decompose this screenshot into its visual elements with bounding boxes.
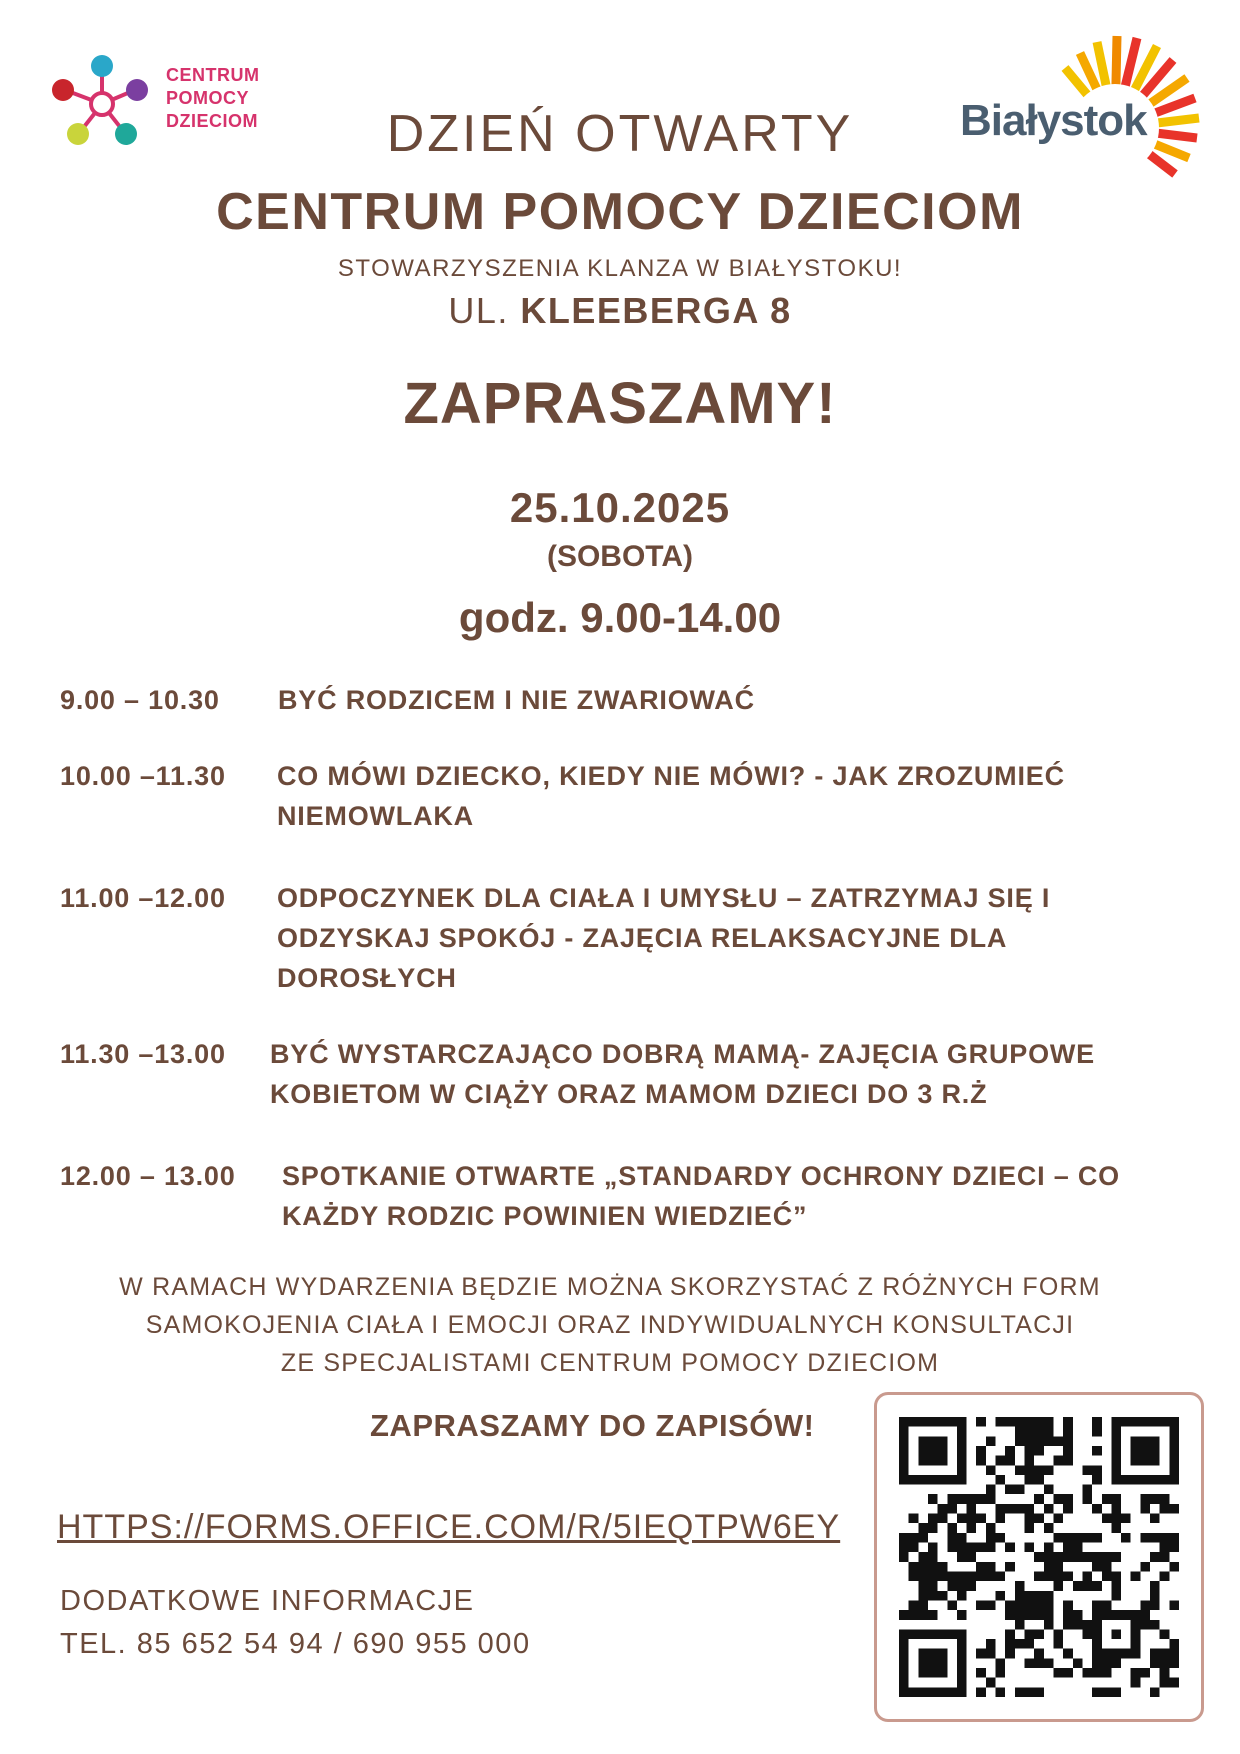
- schedule-title: ODPOCZYNEK DLA CIAŁA I UMYSŁU – ZATRZYMAJ SIĘ I ODZYSKAJ SPOKÓJ - ZAJĘCIA RELAKSACYJNE DLA DOROSŁYCH: [277, 883, 1051, 993]
- schedule-title: SPOTKANIE OTWARTE „STANDARDY OCHRONY DZIECI – CO KAŻDY RODZIC POWINIEN WIEDZIEĆ”: [282, 1161, 1120, 1231]
- event-date: 25.10.2025: [509, 484, 731, 531]
- invite-heading: ZAPRASZAMY!: [403, 371, 837, 436]
- logo-text-line: DZIECIOM: [166, 111, 258, 131]
- schedule-time: 11.30 –13.00: [60, 1039, 226, 1069]
- logo-text-line: CENTRUM: [166, 65, 260, 85]
- qr-code[interactable]: [899, 1417, 1179, 1697]
- footer-note-line: ZE SPECJALISTAMI CENTRUM POMOCY DZIECIOM: [280, 1349, 940, 1377]
- footer-note: [0, 1268, 1220, 1382]
- event-hours: godz. 9.00-14.00: [458, 594, 782, 641]
- address-prefix: UL.: [448, 290, 509, 331]
- schedule-time: 9.00 – 10.30: [60, 685, 220, 715]
- address: [0, 290, 1240, 332]
- association-name: STOWARZYSZENIA KLANZA W BIAŁYSTOKU!: [337, 255, 903, 282]
- schedule-title: BYĆ WYSTARCZAJĄCO DOBRĄ MAMĄ- ZAJĘCIA GRUPOWE KOBIETOM W CIĄŻY ORAZ MAMOM DZIECI DO 3 R.Ż: [270, 1039, 1095, 1109]
- center-title: CENTRUM POMOCY DZIECIOM: [216, 183, 1024, 241]
- event-weekday: (SOBOTA): [546, 540, 694, 573]
- day-title: DZIEŃ OTWARTY: [386, 105, 854, 163]
- signup-heading: ZAPRASZAMY DO ZAPISÓW!: [370, 1408, 815, 1443]
- footer-note-line: SAMOKOJENIA CIAŁA I EMOCJI ORAZ INDYWIDUALNYCH KONSULTACJI: [145, 1311, 1075, 1339]
- more-info-label: DODATKOWE INFORMACJE: [60, 1585, 475, 1617]
- registration-link[interactable]: HTTPS://FORMS.OFFICE.COM/R/5IEQTPW6EY: [57, 1508, 841, 1546]
- logo-text-line: POMOCY: [166, 88, 250, 108]
- footer-note-line: W RAMACH WYDARZENIA BĘDZIE MOŻNA SKORZYSTAĆ Z RÓŻNYCH FORM: [119, 1273, 1101, 1301]
- city-name: Białystok: [960, 96, 1147, 145]
- phone-numbers: TEL. 85 652 54 94 / 690 955 000: [60, 1628, 531, 1660]
- schedule-time: 12.00 – 13.00: [60, 1161, 236, 1191]
- schedule-title: BYĆ RODZICEM I NIE ZWARIOWAĆ: [278, 685, 755, 715]
- address-street: KLEEBERGA 8: [520, 290, 792, 331]
- schedule-title: CO MÓWI DZIECKO, KIEDY NIE MÓWI? - JAK ZROZUMIEĆ NIEMOWLAKA: [277, 761, 1065, 831]
- schedule-time: 11.00 –12.00: [60, 883, 226, 913]
- qr-code-frame: [874, 1392, 1204, 1722]
- schedule-time: 10.00 –11.30: [60, 761, 226, 791]
